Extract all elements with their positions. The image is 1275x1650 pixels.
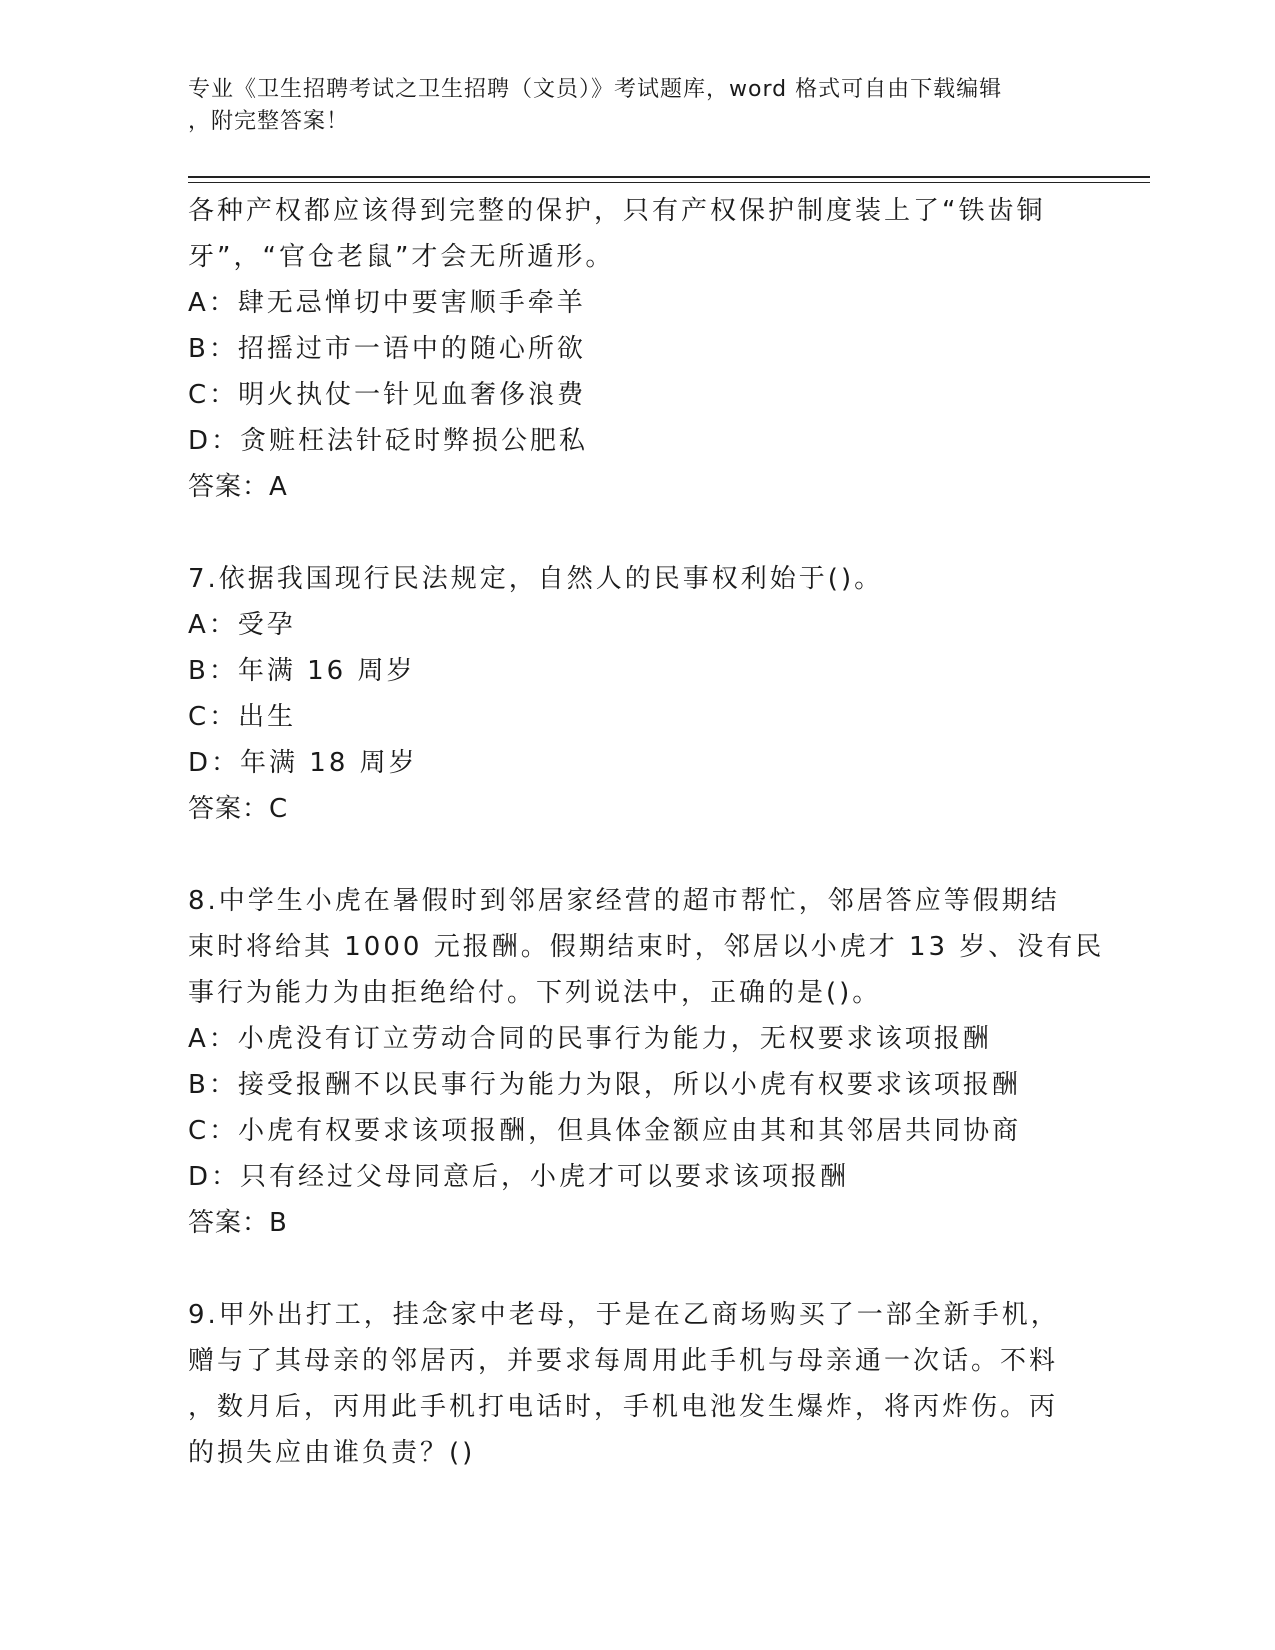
question-9 <box>188 1292 1068 1476</box>
question-8 <box>188 878 1105 1246</box>
question-7 <box>188 556 1068 832</box>
header-divider-thin <box>188 182 1150 183</box>
question-7-option-b: B：年满 16 周岁 <box>188 656 416 686</box>
spacer <box>188 510 1068 556</box>
question-9-stem-line-3: ，数月后，丙用此手机打电话时，手机电池发生爆炸，将丙炸伤。丙 <box>188 1392 1059 1422</box>
header-line-1: 专业《卫生招聘考试之卫生招聘（文员）》考试题库，word 格式可自由下载编辑 <box>188 77 1003 102</box>
question-6-option-b: B：招摇过市一语中的随心所欲 <box>188 334 586 364</box>
question-7-option-a: A：受孕 <box>188 610 296 640</box>
header-line-2: ，附完整答案！ <box>188 109 350 134</box>
question-7-answer: 答案：C <box>188 794 289 824</box>
question-6 <box>188 188 1068 510</box>
question-8-stem-line-3: 事行为能力为由拒绝给付。下列说法中，正确的是()。 <box>188 978 882 1008</box>
question-9-stem-line-4: 的损失应由谁负责？() <box>188 1438 476 1468</box>
question-6-option-d: D：贪赃枉法针砭时弊损公肥私 <box>188 426 589 456</box>
question-7-option-c: C：出生 <box>188 702 297 732</box>
question-6-stem-line-2: 牙”，“官仓老鼠”才会无所遁形。 <box>188 242 615 272</box>
question-6-option-a: A：肆无忌惮切中要害顺手牵羊 <box>188 288 586 318</box>
spacer <box>188 1246 1068 1292</box>
question-8-answer: 答案：B <box>188 1208 288 1238</box>
question-8-stem-line-1: 8.中学生小虎在暑假时到邻居家经营的超市帮忙，邻居答应等假期结 <box>188 886 1060 916</box>
question-8-stem-line-2: 束时将给其 1000 元报酬。假期结束时，邻居以小虎才 13 岁、没有民 <box>188 932 1105 962</box>
question-9-stem-line-1: 9.甲外出打工，挂念家中老母，于是在乙商场购买了一部全新手机， <box>188 1300 1060 1330</box>
question-6-stem-line-1: 各种产权都应该得到完整的保护，只有产权保护制度装上了“铁齿铜 <box>188 196 1046 226</box>
question-7-option-d: D：年满 18 周岁 <box>188 748 418 778</box>
question-6-answer: 答案：A <box>188 472 288 502</box>
question-8-option-d: D：只有经过父母同意后，小虎才可以要求该项报酬 <box>188 1162 850 1192</box>
spacer <box>188 832 1068 878</box>
question-7-stem-line-1: 7.依据我国现行民法规定，自然人的民事权利始于()。 <box>188 564 884 594</box>
question-8-option-b: B：接受报酬不以民事行为能力为限，所以小虎有权要求该项报酬 <box>188 1070 1021 1100</box>
header-divider-thick <box>188 176 1150 178</box>
question-8-option-a: A：小虎没有订立劳动合同的民事行为能力，无权要求该项报酬 <box>188 1024 992 1054</box>
question-9-stem-line-2: 赠与了其母亲的邻居丙，并要求每周用此手机与母亲通一次话。不料 <box>188 1346 1059 1376</box>
document-header <box>188 74 1068 138</box>
question-8-option-c: C：小虎有权要求该项报酬，但具体金额应由其和其邻居共同协商 <box>188 1116 1022 1146</box>
question-content <box>188 188 1105 1476</box>
question-6-option-c: C：明火执仗一针见血奢侈浪费 <box>188 380 587 410</box>
